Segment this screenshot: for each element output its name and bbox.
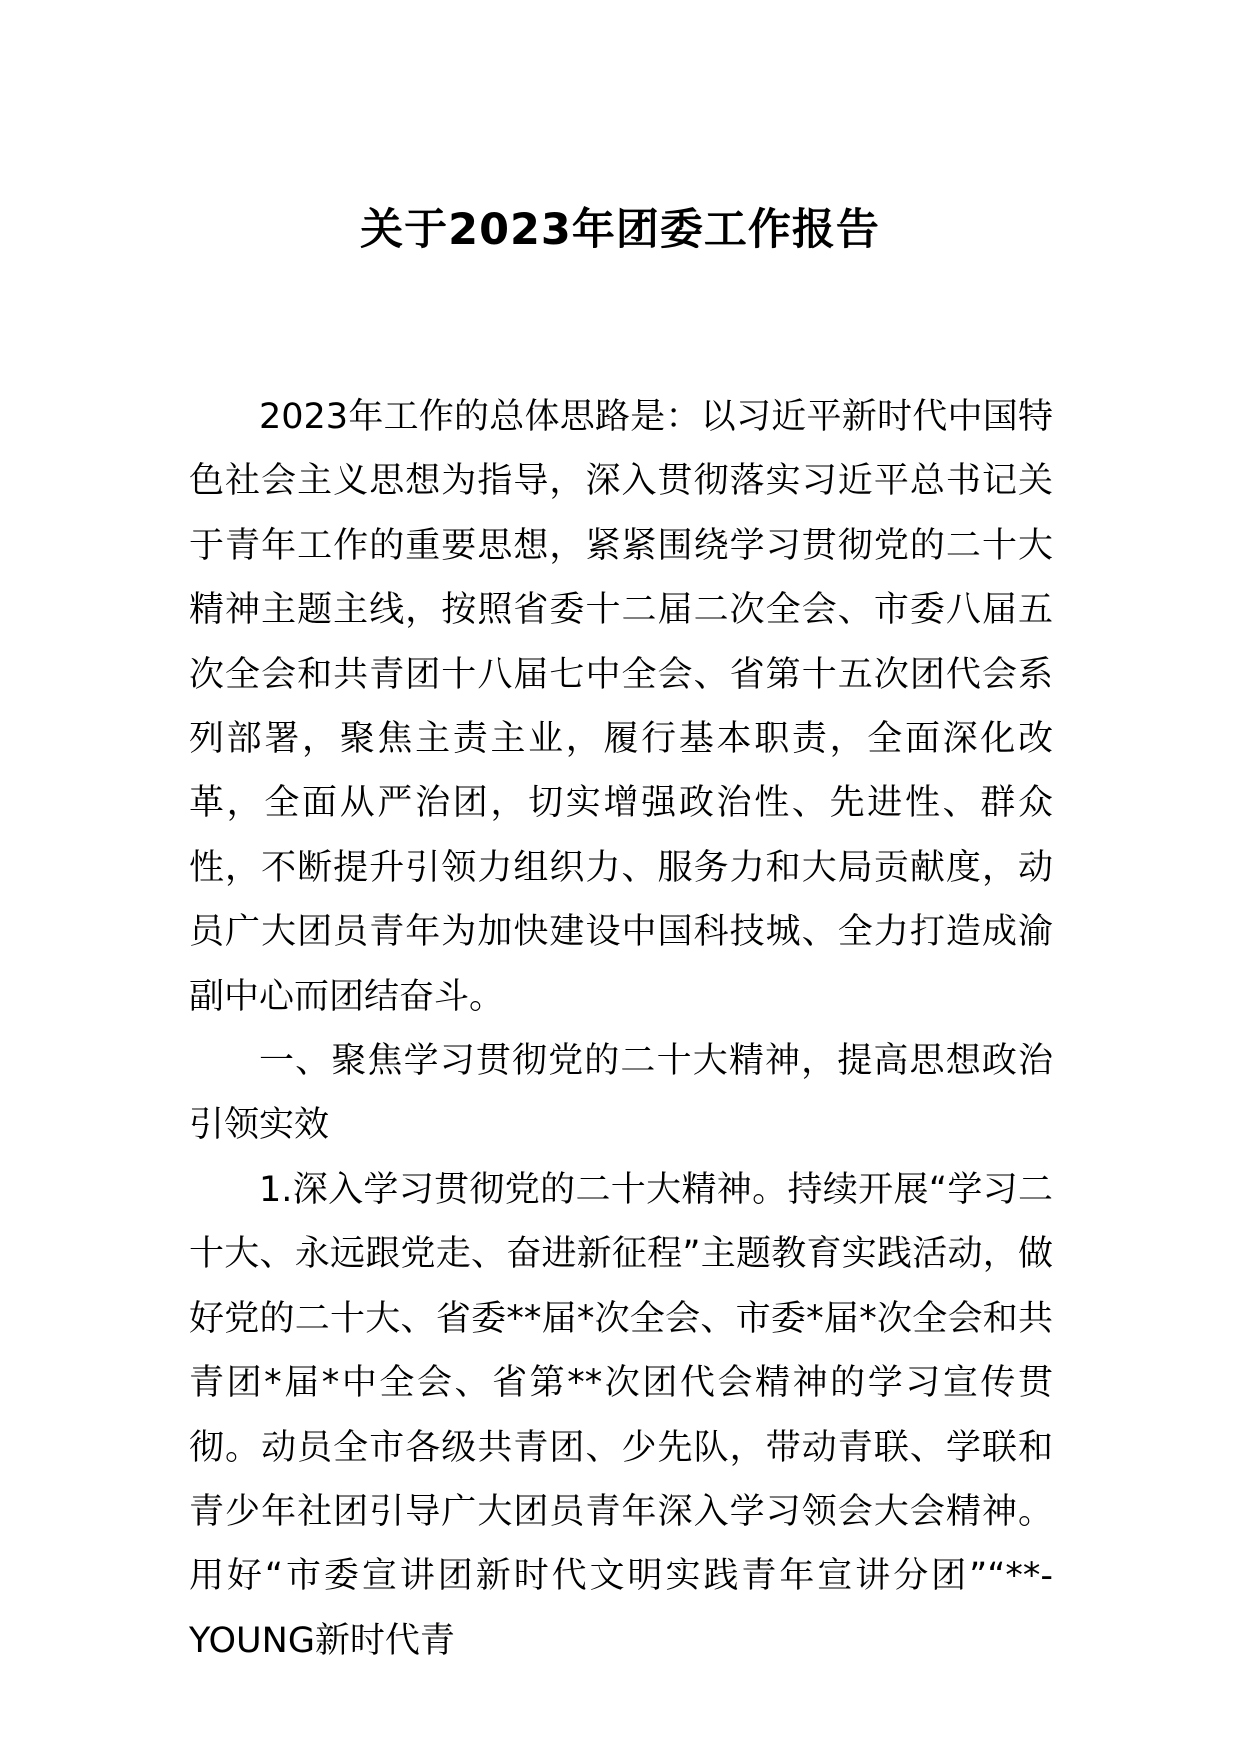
document-body xyxy=(189,385,1053,1673)
paragraph-overall-approach: 2023年工作的总体思路是：以习近平新时代中国特色社会主义思想为指导，深入贯彻落实习近平总书记关于青年工作的重要思想，紧紧围绕学习贯彻党的二十大精神主题主线，按照省委十二届二次全会、市委八届五次全会和共青团十八届七中全会、省第十五次团代会系列部署，聚焦主责主业，履行基本职责，全面深化改革，全面从严治团，切实增强政治性、先进性、群众性，不断提升引领力组织力、服务力和大局贡献度，动员广大团员青年为加快建设中国科技城、全力打造成渝副中心而团结奋斗。 xyxy=(189,397,1053,1017)
paragraph-item-1: 1.深入学习贯彻党的二十大精神。持续开展“学习二十大、永远跟党走、奋进新征程”主题教育实践活动，做好党的二十大、省委**届*次全会、市委*届*次全会和共青团*届*中全会、省第**次团代会精神的学习宣传贯彻。动员全市各级共青团、少先队，带动青联、学联和青少年社团引导广大团员青年深入学习领会大会精神。用好“市委宣讲团新时代文明实践青年宣讲分团”“**-YOUNG新时代青 xyxy=(189,1169,1053,1661)
document-title: 关于2023年团委工作报告 xyxy=(360,205,880,255)
section-heading-1: 一、聚焦学习贯彻党的二十大精神，提高思想政治引领实效 xyxy=(189,1041,1053,1146)
